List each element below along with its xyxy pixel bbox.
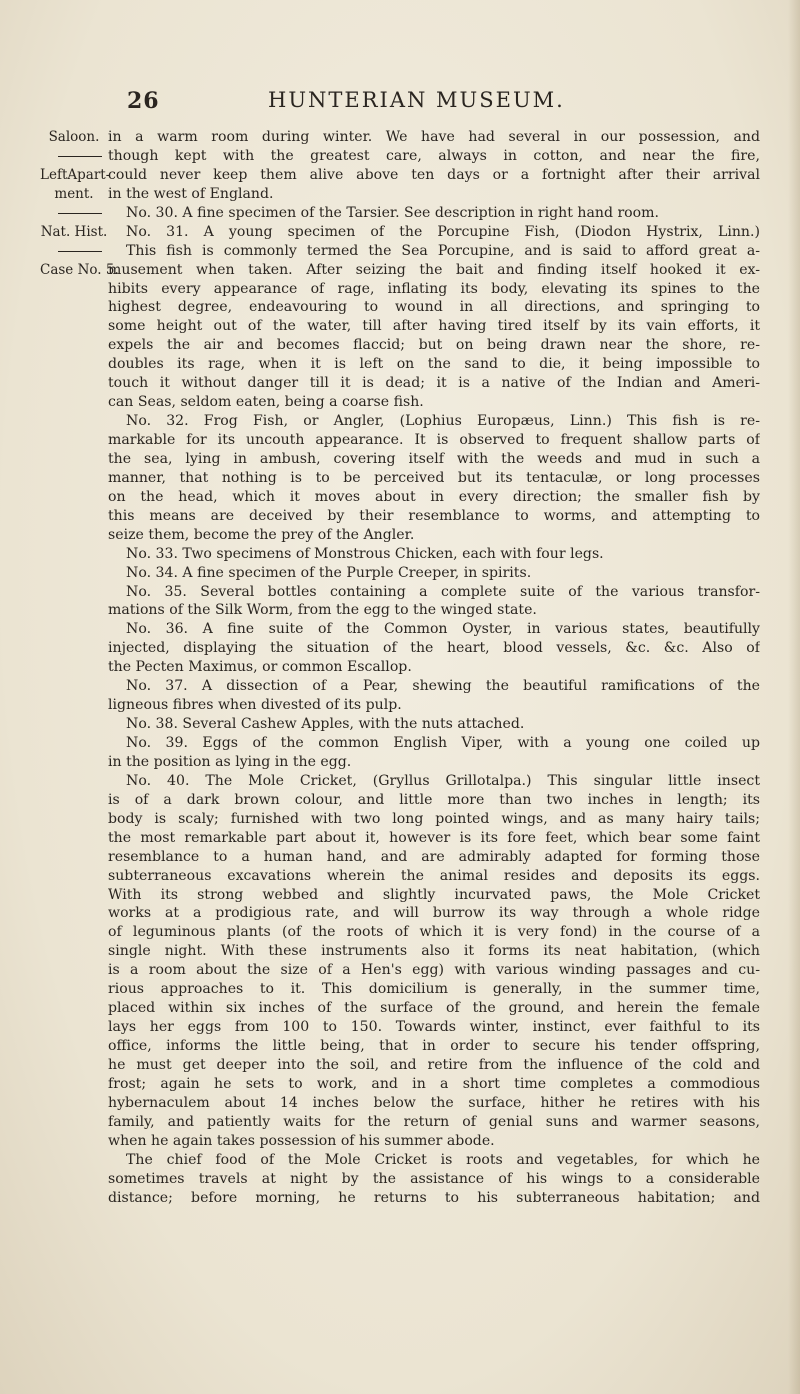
text-row [40,867,760,886]
margin-note [40,620,108,639]
text-line: single night. With these instruments also it forms its neat habitation, (which [108,943,760,960]
text-line: this means are deceived by their resemblance to worms, and attempting to [108,507,760,524]
text-row [40,526,760,545]
margin-note [40,1170,108,1189]
text-row [40,639,760,658]
text-row [40,488,760,507]
text-line: on the head, which it moves about in every direction; the smaller fish by [108,488,760,505]
text-line: the Pecten Maximus, or common Escallop. [108,659,412,676]
text-line: office, informs the little being, that in order to secure his tender offspring, [108,1038,760,1054]
margin-note [40,904,108,923]
text-row [40,923,760,942]
text-row [40,1132,760,1151]
margin-note [40,829,108,848]
margin-note [40,317,108,336]
text-row [40,886,760,905]
margin-note [40,1056,108,1075]
text-row [40,166,760,185]
text-row [40,507,760,526]
margin-note [40,469,108,488]
text-line: subterraneous excavations wherein the animal resides and deposits its eggs. [108,867,760,884]
text-line: lays her eggs from 100 to 150. Towards winter, instinct, ever faithful to its [108,1019,760,1036]
margin-note [40,564,108,583]
text-row [40,810,760,829]
text-row [40,564,760,583]
text-row [40,412,760,431]
margin-note [40,772,108,791]
text-line: No. 38. Several Cashew Apples, with the nuts attached. [126,716,525,733]
text-row [40,1056,760,1075]
margin-note [40,601,108,620]
text-line: With its strong webbed and slightly incurvated paws, the Mole Cricket [108,886,760,903]
text-row [40,128,760,147]
margin-note: LeftApart- [40,166,111,183]
text-line: injected, displaying the situation of the heart, blood vessels, &c. &c. Also of [108,640,760,657]
text-row [40,848,760,867]
text-row [40,1075,760,1094]
text-line: placed within six inches of the surface of the ground, and herein the female [108,1000,760,1017]
text-row [40,1018,760,1037]
page-edge [788,0,800,1394]
text-line: manner, that nothing is to be perceived but its tentaculæ, or long processes [108,469,760,486]
text-line: body is scaly; furnished with two long pointed wings, and as many hairy tails; [108,810,760,827]
margin-note [40,1151,108,1170]
text-row [40,469,760,488]
text-row [40,1094,760,1113]
margin-note [40,280,108,299]
margin-note [40,147,108,166]
text-line: can Seas, seldom eaten, being a coarse fish. [108,394,424,411]
text-line: frost; again he sets to work, and in a short time completes a commodious [108,1075,760,1092]
text-line: The chief food of the Mole Cricket is roots and vegetables, for which he [126,1151,760,1168]
page-number: 26 [127,88,160,114]
margin-note [40,507,108,526]
body-text [40,128,760,1207]
margin-note [40,961,108,980]
text-line: No. 39. Eggs of the common English Viper, with a young one coiled up [126,735,760,751]
text-line: No. 32. Frog Fish, or Angler, (Lophius Europæus, Linn.) This fish is re- [126,413,760,430]
text-row [40,1170,760,1189]
margin-note [40,450,108,469]
text-line: in a warm room during winter. We have had several in our possession, and [108,129,760,145]
text-row [40,791,760,810]
margin-note [40,1113,108,1132]
text-line: mations of the Silk Worm, from the egg to the winged state. [108,602,537,619]
text-line: musement when taken. After seizing the bait and finding itself hooked it ex- [108,261,760,278]
text-row [40,242,760,261]
text-line: No. 34. A fine specimen of the Purple Creeper, in spirits. [126,564,532,581]
text-row [40,620,760,639]
margin-note [40,412,108,431]
text-row [40,431,760,450]
margin-note [40,810,108,829]
text-line: resemblance to a human hand, and are admirably adapted for forming those [108,848,760,865]
text-line: when he again takes possession of his summer abode. [108,1132,495,1149]
margin-note [40,374,108,393]
text-line: is a room about the size of a Hen's egg) with various winding passages and cu- [108,962,760,979]
text-row [40,1151,760,1170]
margin-note: Case No. 5. [40,261,119,278]
margin-note [40,545,108,564]
margin-note [40,886,108,905]
text-row [40,942,760,961]
text-line: seize them, become the prey of the Angler. [108,526,415,543]
margin-note [40,242,108,261]
text-line: hibits every appearance of rage, inflating its body, elevating its spines to the [108,280,760,297]
text-line: the sea, lying in ambush, covering itself with the weeds and mud in such a [108,450,760,467]
margin-note [40,1018,108,1037]
text-row [40,545,760,564]
text-row [40,1037,760,1056]
margin-note [40,526,108,545]
text-row [40,696,760,715]
text-line: though kept with the greatest care, always in cotton, and near the fire, [108,147,760,164]
text-row [40,715,760,734]
text-row [40,204,760,223]
text-line: No. 40. The Mole Cricket, (Gryllus Grillotalpa.) This singular little insect [126,772,760,789]
text-row [40,658,760,677]
margin-note [40,715,108,734]
text-row [40,961,760,980]
text-row [40,980,760,999]
text-line: hybernaculem about 14 inches below the surface, hither he retires with his [108,1094,760,1111]
text-row [40,753,760,772]
text-line: expels the air and becomes flaccid; but on being drawn near the shore, re- [108,337,760,354]
text-line: works at a prodigious rate, and will burrow its way through a whole ridge [108,905,760,922]
margin-note: Saloon. [48,129,100,145]
margin-note [40,204,108,223]
text-row [40,317,760,336]
margin-note [40,488,108,507]
text-row [40,374,760,393]
margin-note [40,355,108,374]
margin-note [40,1094,108,1113]
text-line: is of a dark brown colour, and little more than two inches in length; its [108,791,760,808]
text-row [40,147,760,166]
margin-note [40,734,108,753]
text-line: No. 36. A fine suite of the Common Oyster, in various states, beautifully [126,621,760,638]
margin-note [40,583,108,602]
text-row [40,393,760,412]
text-row [40,261,760,280]
text-row [40,223,760,242]
text-row [40,601,760,620]
margin-note [40,696,108,715]
text-row [40,734,760,753]
text-line: No. 31. A young specimen of the Porcupine Fish, (Diodon Hystrix, Linn.) [126,223,760,240]
margin-note [40,639,108,658]
page-header [0,88,800,118]
margin-note [40,1132,108,1151]
margin-note [40,999,108,1018]
text-line: of leguminous plants (of the roots of which it is very fond) in the course of a [108,924,760,941]
text-line: in the west of England. [108,185,274,202]
margin-note [40,431,108,450]
margin-note: Nat. Hist. [40,223,108,240]
text-row [40,772,760,791]
text-row [40,280,760,299]
text-row [40,1189,760,1208]
text-row [40,450,760,469]
text-row [40,677,760,696]
text-line: family, and patiently waits for the return of genial suns and warmer seasons, [108,1113,760,1130]
margin-note [40,848,108,867]
text-row [40,298,760,317]
text-line: distance; before morning, he returns to his subterraneous habitation; and [108,1189,760,1206]
text-line: No. 37. A dissection of a Pear, shewing the beautiful ramifications of the [126,678,760,695]
margin-note [40,1037,108,1056]
margin-note [40,867,108,886]
margin-note [40,923,108,942]
text-line: This fish is commonly termed the Sea Porcupine, and is said to afford great a- [126,242,760,259]
margin-note [40,393,108,412]
text-row [40,904,760,923]
margin-note [40,1075,108,1094]
text-line: the most remarkable part about it, however is its fore feet, which bear some faint [108,829,760,846]
text-line: some height out of the water, till after having tired itself by its vain efforts, it [108,318,760,335]
margin-note [40,753,108,772]
text-line: in the position as lying in the egg. [108,753,352,770]
text-row [40,185,760,204]
text-line: No. 35. Several bottles containing a complete suite of the various transfor- [126,583,760,600]
text-line: ligneous fibres when divested of its pulp. [108,697,402,714]
text-line: No. 33. Two specimens of Monstrous Chicken, each with four legs. [126,545,604,562]
margin-note [40,658,108,677]
margin-note: ment. [54,185,94,202]
text-row [40,829,760,848]
text-line: sometimes travels at night by the assistance of his wings to a considerable [108,1170,760,1187]
text-line: markable for its uncouth appearance. It is observed to frequent shallow parts of [108,432,760,448]
text-row [40,355,760,374]
text-line: touch it without danger till it is dead; it is a native of the Indian and Ameri- [108,375,760,392]
text-row [40,336,760,355]
margin-note [40,336,108,355]
text-line: doubles its rage, when it is left on the sand to die, it being impossible to [108,356,760,373]
margin-note [40,298,108,317]
text-line: No. 30. A fine specimen of the Tarsier. See description in right hand room. [126,204,660,221]
text-row [40,999,760,1018]
margin-note [40,1189,108,1208]
text-row [40,583,760,602]
running-head: HUNTERIAN MUSEUM. [268,88,565,112]
margin-note [40,942,108,961]
margin-note [40,677,108,696]
text-row [40,1113,760,1132]
margin-note [40,791,108,810]
text-line: could never keep them alive above ten days or a fortnight after their arrival [108,166,760,183]
margin-note [40,980,108,999]
text-line: highest degree, endeavouring to wound in all directions, and springing to [108,299,760,316]
text-line: he must get deeper into the soil, and retire from the influence of the cold and [108,1056,760,1073]
text-line: rious approaches to it. This domicilium is generally, in the summer time, [108,981,760,998]
